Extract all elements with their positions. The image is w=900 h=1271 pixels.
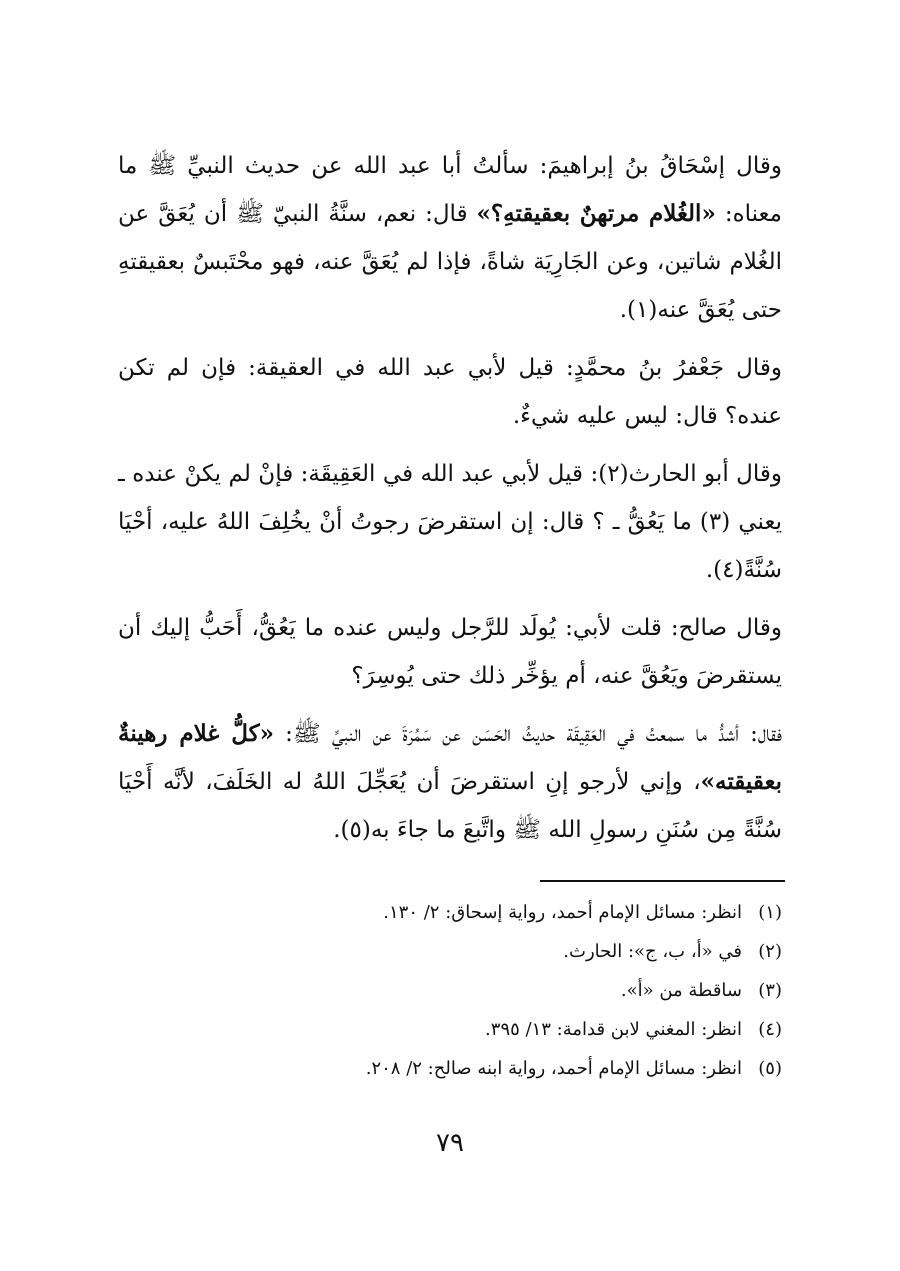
footnote-number: (٣) xyxy=(758,980,782,1001)
paragraph-4 xyxy=(118,604,782,700)
footnote-item xyxy=(118,932,782,971)
footnote-text: ساقطة من «أ». xyxy=(620,980,742,1001)
paragraph-1-text: وقال إسْحَاقُ بنُ إبراهيمَ: سألتُ أبا عبد الله عن حديث النبيِّ ﷺ ما معناه: xyxy=(118,153,782,227)
paragraph-5 xyxy=(118,710,782,854)
footnote-number: (٢) xyxy=(758,941,782,962)
paragraph-4-text: وقال صالح: قلت لأبي: يُولَد للرَّجل وليس عنده ما يَعُقُّ، أَحَبُّ إليك أن يستقرضَ ويَعُقَّ عنه، أم يؤخِّر ذلك حتى يُوسِرَ؟ xyxy=(118,615,782,689)
footnote-item xyxy=(118,1010,782,1049)
paragraph-1-hadith: «الغُلام مرتهنٌ بعقيقتهِ؟» xyxy=(476,200,716,227)
footnote-number: (٤) xyxy=(758,1019,782,1040)
footnote-text: انظر: المغني لابن قدامة: ١٣/ ٣٩٥. xyxy=(485,1019,742,1040)
paragraph-5-text: فقال: أشدُّ ما سمعتُ في العَقِيقَة حديثُ الحَسَن عن سَمُرَةَ عن النبيِّ ﷺ: xyxy=(273,721,783,747)
footnote-item xyxy=(118,971,782,1010)
footnote-item xyxy=(118,893,782,932)
paragraph-3 xyxy=(118,450,782,594)
footnote-text: انظر: مسائل الإمام أحمد، رواية ابنه صالح: ٢/ ٢٠٨. xyxy=(365,1058,742,1079)
paragraph-5-hadith: «كلُّ غلام رهينةٌ بعقيقته» xyxy=(118,720,782,795)
paragraph-1-text-cont: قال: نعم، سنَّةُ النبيّ ﷺ أن يُعَقَّ عن الغُلام شاتين، وعن الجَارِيَة شاةً، فإذا لم يُعَقَّ عنه، فهو محْتَبسٌ بعقيقتهِ حتى يُعَقَّ عنه(١). xyxy=(118,201,782,323)
footnote-text: في «أ، ب، ج»: الحارث. xyxy=(563,941,742,962)
paragraph-2-text: وقال جَعْفرُ بنُ محمَّدٍ: قيل لأبي عبد الله في العقيقة: فإن لم تكن عنده؟ قال: ليس عليه شيءٌ. xyxy=(118,355,782,429)
footnote-number: (١) xyxy=(758,902,782,923)
footnote-text: انظر: مسائل الإمام أحمد، رواية إسحاق: ٢/ ١٣٠. xyxy=(383,902,742,923)
footnote-separator xyxy=(540,880,785,882)
paragraph-2 xyxy=(118,344,782,440)
footnote-number: (٥) xyxy=(758,1058,782,1079)
page-number: ٧٩ xyxy=(436,1128,464,1158)
paragraph-1 xyxy=(118,142,782,334)
footnotes-list xyxy=(118,893,782,1088)
main-text xyxy=(118,142,782,864)
paragraph-3-text: وقال أبو الحارث(٢): قيل لأبي عبد الله في العَقِيقَة: فإنْ لم يكنْ عنده ـ يعني (٣) ما يَعُقُّ ـ ؟ قال: إن استقرضَ رجوتُ أنْ يخُلِفَ اللهُ عليه، أحْيَا سُنَّةً(٤). xyxy=(118,461,782,583)
footnote-item xyxy=(118,1049,782,1088)
paragraph-5-text-cont: ، وإني لأرجو إنِ استقرضَ أن يُعَجِّلَ اللهُ له الخَلَفَ، لأنَّه أَحْيَا سُنَّةً مِن سُنَنِ رسولِ الله ﷺ واتَّبعَ ما جاءَ به(٥). xyxy=(118,769,782,843)
